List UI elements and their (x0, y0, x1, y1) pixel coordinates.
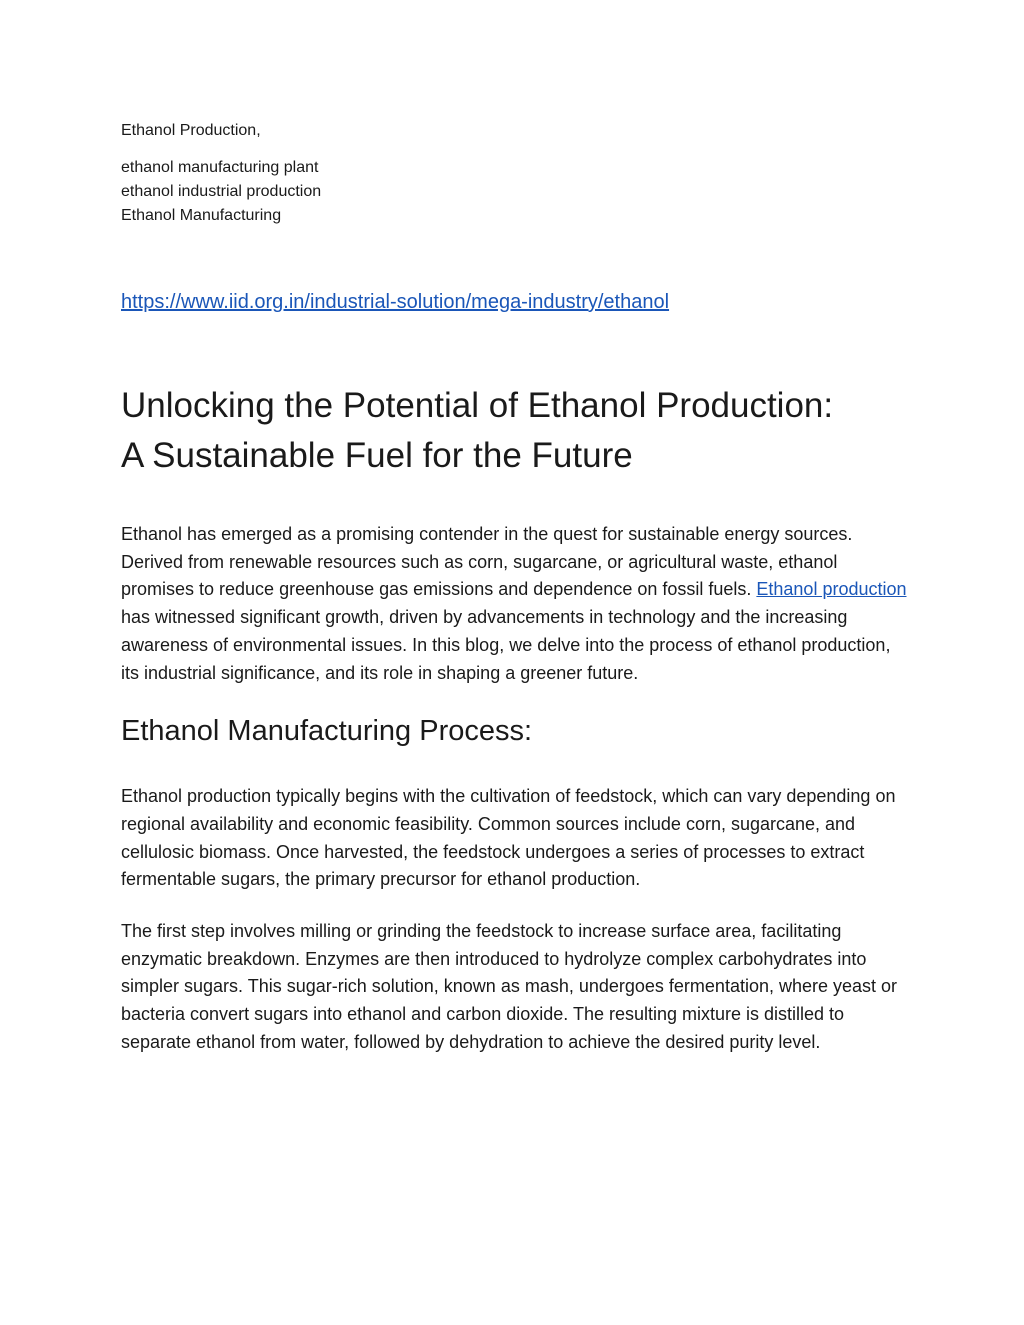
intro-paragraph (121, 521, 911, 687)
process-paragraph-1: Ethanol production typically begins with the cultivation of feedstock, which can vary depending on regional availability and economic feasibility. Common sources include corn, sugarcane, and cellulosic biomass. Once harvested, the feedstock undergoes a series of processes to extract fermentable sugars, the primary precursor for ethanol production. (121, 786, 896, 890)
document-content (121, 120, 911, 1057)
keyword-item: ethanol industrial production (121, 183, 322, 200)
intro-text-after-link: has witnessed significant growth, driven by advancements in technology and the increasing awareness of environmental issues. In this blog, we delve into the process of ethanol production, its industrial significance, and its role in shaping a greener future. (121, 607, 891, 683)
source-url-link[interactable]: https://www.iid.org.in/industrial-solution/mega-industry/ethanol (121, 291, 670, 313)
keyword-list (121, 156, 911, 228)
keyword-item: ethanol manufacturing plant (121, 159, 319, 176)
source-url-line (121, 288, 911, 316)
keyword-item: Ethanol Manufacturing (121, 207, 282, 224)
article-title (121, 381, 911, 481)
process-paragraph-2: The first step involves milling or grinding the feedstock to increase surface area, facilitating enzymatic breakdown. Enzymes are then introduced to hydrolyze complex carbohydrates into simpler sugars. This sugar-rich solution, known as mash, undergoes fermentation, where yeast or bacteria convert sugars into ethanol and carbon dioxide. The resulting mixture is distilled to separate ethanol from water, followed by dehydration to achieve the desired purity level. (121, 921, 898, 1052)
ethanol-production-link[interactable]: Ethanol production (756, 579, 907, 600)
article-title-line-1: Unlocking the Potential of Ethanol Production: (121, 386, 834, 425)
article-title-line-2: A Sustainable Fuel for the Future (121, 436, 633, 475)
keyword-heading: Ethanol Production, (121, 122, 261, 139)
section-heading: Ethanol Manufacturing Process: (121, 715, 533, 748)
intro-text-before-link: Ethanol has emerged as a promising contender in the quest for sustainable energy sources. Derived from renewable resources such as corn, sugarcane, or agricultural waste, ethanol promises to reduce greenhouse gas emissions and dependence on fossil fuels. (121, 524, 853, 600)
